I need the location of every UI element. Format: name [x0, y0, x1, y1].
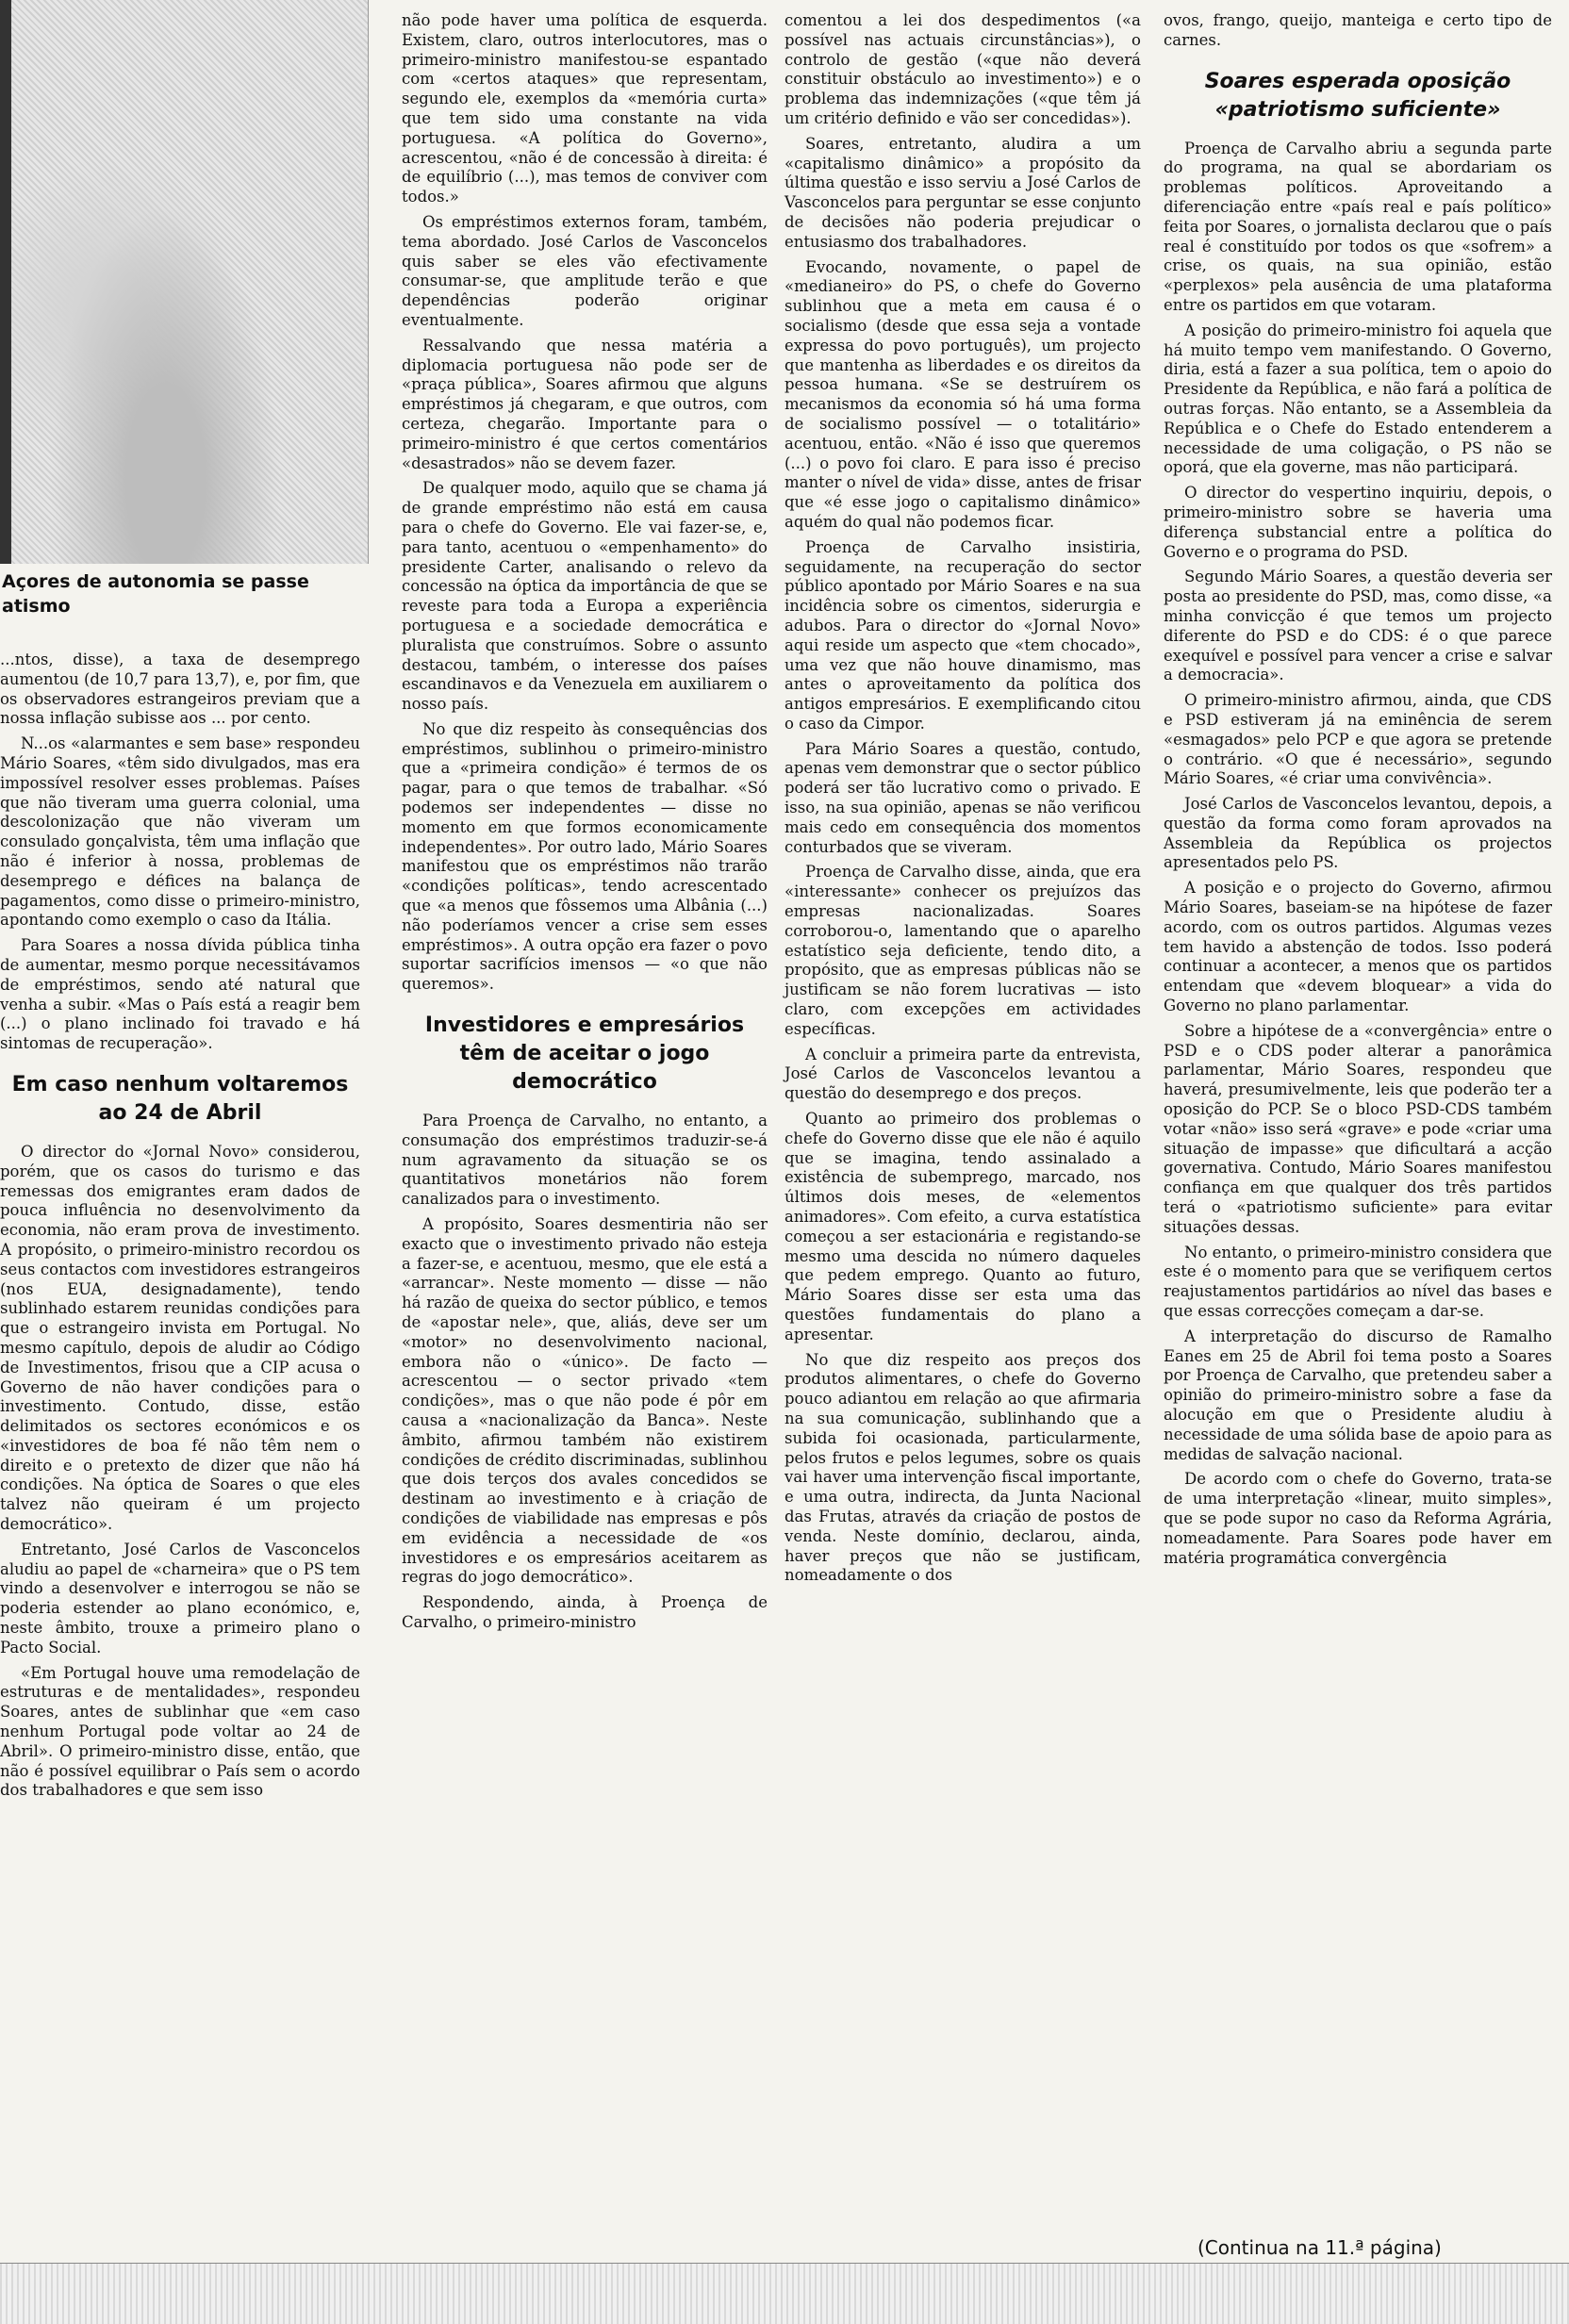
- paragraph: No que diz respeito às consequências dos empréstimos, sublinhou o primeiro-ministro que a «primeira condição» é termos de os pagar, para o que temos de trabalhar. «Só podemos ser independentes — disse no momento em que formos economicamente independentes». Por outro lado, Mário Soares manifestou que os empréstimos não trarão «condições políticas», tendo acrescentado que «a menos que fôssemos uma Albânia (...) não poderíamos vencer a crise sem esses empréstimos». A outra opção era fazer o povo suportar sacrifícios imensos — «o que não queremos».: [402, 719, 768, 994]
- news-photo: [0, 0, 369, 564]
- paragraph: Entretanto, José Carlos de Vasconcelos aludiu ao papel de «charneira» que o PS tem vindo a desenvolver e interrogou se não se poderia estender ao plano económico, e, neste âmbito, trouxe a primeiro plano o Pacto Social.: [0, 1540, 360, 1656]
- paragraph: Evocando, novamente, o papel de «medianeiro» do PS, o chefe do Governo sublinhou que a meta em causa é o socialismo (desde que essa seja a vontade expressa do povo português), um projecto que mantenha as liberdades e os direitos da pessoa humana. «Se se destruírem os mecanismos da economia só há uma forma de socialismo possível — o totalitário» acentuou, então. «Não é isso que queremos (...) o povo foi claro. E para isso é preciso manter o nível de vida» disse, antes de frisar que «é esse jogo o capitalismo dinâmico» aquém do qual não podemos ficar.: [784, 257, 1141, 531]
- paragraph: A posição do primeiro-ministro foi aquela que há muito tempo vem manifestando. O Governo, diria, está a fazer a sua política, tem o apoio do Presidente da República, e não fará a política de outras forças. Não entanto, se a Assembleia da República e o Chefe do Estado entenderem a necessidade de uma coligação, o PS não se oporá, que ela governe, mas não participará.: [1164, 321, 1552, 477]
- caption-line-2: atismo: [2, 596, 71, 617]
- paragraph: José Carlos de Vasconcelos levantou, depois, a questão da forma como foram aprovados na Assembleia da República os projectos apresentados pelo PS.: [1164, 795, 1552, 872]
- paragraph: N...os «alarmantes e sem base» respondeu Mário Soares, «têm sido divulgados, mas era impossível resolver esses problemas. Países que não tiveram uma guerra colonial, uma descolonização que não viveram um consulado gonçalvista, têm uma inflação que não é inferior à nossa, problemas de desemprego e défices na balança de pagamentos, como disse o primeiro-ministro, apontando como exemplo o caso da Itália.: [0, 734, 360, 930]
- paragraph: Segundo Mário Soares, a questão deveria ser posta ao presidente do PSD, mas, como disse, «a minha convicção é que temos um projecto diferente do PSD e do CDS: é o que parece exequível e possível para vencer a crise e salvar a democracia».: [1164, 568, 1552, 684]
- subheading-investidores: Investidores e empresários têm de aceitar o jogo democrático: [424, 1014, 745, 1095]
- paragraph: No entanto, o primeiro-ministro considera que este é o momento para que se verifiquem certos reajustamentos partidários ao nível das bases e que essas correcções começam a dar-se.: [1164, 1243, 1552, 1321]
- paragraph: ...ntos, disse), a taxa de desemprego aumentou (de 10,7 para 13,7), e, por fim, que os observadores estrangeiros previam que a nossa inflação subisse aos ... por cento.: [0, 651, 360, 728]
- paragraph: Proença de Carvalho insistiria, seguidamente, na recuperação do sector público apontado por Mário Soares e na sua incidência sobre os cimentos, siderurgia e adubos. Para o director do «Jornal Novo» aqui reside um aspecto que «tem chocado», uma vez que não houve dinamismo, mas antes o aproveitamento da política dos antigos empresários. E exemplificando citou o caso da Cimpor.: [784, 537, 1141, 733]
- subheading-24-abril: Em caso nenhum voltaremos ao 24 de Abril: [11, 1072, 349, 1125]
- paragraph: De acordo com o chefe do Governo, trata-se de uma interpretação «linear, muito simples», que se pode supor no caso da Reforma Agrária, nomeadamente. Para Soares pode haver em matéria programática convergência: [1164, 1470, 1552, 1567]
- paragraph: ovos, frango, queijo, manteiga e certo tipo de carnes.: [1164, 11, 1552, 49]
- continued-note: (Continua na 11.ª página): [1197, 2236, 1442, 2259]
- column-3: [784, 11, 1141, 1591]
- paragraph: Para Proença de Carvalho, no entanto, a consumação dos empréstimos traduzir-se-á num agravamento da situação se os quantitativos monetários não forem canalizados para o investimento.: [402, 1112, 768, 1209]
- caption-line-1: Açores de autonomia se passe: [2, 571, 309, 592]
- subheading-patriotismo: Soares esperada oposição «patriotismo suficiente»: [1204, 69, 1511, 122]
- paragraph: Os empréstimos externos foram, também, tema abordado. José Carlos de Vasconcelos quis saber se eles vão efectivamente consumar-se, que amplitude terão e que dependências poderão originar eventualmente.: [402, 212, 768, 329]
- paragraph: Para Mário Soares a questão, contudo, apenas vem demonstrar que o sector público poderá ser tão lucrativo como o privado. E isso, na sua opinião, apenas se não verificou mais cedo em consequência dos momentos conturbados que se viveram.: [784, 739, 1141, 856]
- paragraph: Ressalvando que nessa matéria a diplomacia portuguesa não pode ser de «praça pública», Soares afirmou que alguns empréstimos já chegaram, e que outros, com certeza, chegarão. Importante para o primeiro-ministro é que certos comentários «desastrados» não se devem fazer.: [402, 336, 768, 472]
- paragraph: Para Soares a nossa dívida pública tinha de aumentar, mesmo porque necessitávamos de empréstimos, sendo até natural que venha a subir. «Mas o País está a reagir bem (...) o plano inclinado foi travado e há sintomas de recuperação».: [0, 936, 360, 1053]
- paragraph: O director do «Jornal Novo» considerou, porém, que os casos do turismo e das remessas dos emigrantes eram dados de pouca influência no desenvolvimento da economia, não eram prova de investimento. A propósito, o primeiro-ministro recordou os seus contactos com investidores estrangeiros (nos EUA, designadamente), tendo sublinhado estarem reunidas condições para que o estrangeiro invista em Portugal. No mesmo capítulo, depois de aludir ao Código de Investimentos, frisou que a CIP acusa o Governo de não haver condições para o investimento. Contudo, disse, estão delimitados os sectores económicos e os «investidores de boa fé não têm nem o direito e o pretexto de dizer que não há condições. Na óptica de Soares o que eles talvez não queiram é um projecto democrático».: [0, 1142, 360, 1534]
- paragraph: Proença de Carvalho disse, ainda, que era «interessante» conhecer os prejuízos das empresas nacionalizadas. Soares corroborou-o, lamentando que o aparelho estatístico seja deficiente, tendo dito, a propósito, que as empresas públicas não se justificam se não forem lucrativas — isto claro, com excepções em actividades específicas.: [784, 863, 1141, 1038]
- paragraph: A concluir a primeira parte da entrevista, José Carlos de Vasconcelos levantou a questão do desemprego e dos preços.: [784, 1045, 1141, 1103]
- paragraph: Soares, entretanto, aludira a um «capitalismo dinâmico» a propósito da última questão e isso serviu a José Carlos de Vasconcelos para perguntar se esse conjunto de decisões não poderia prejudicar o entusiasmo dos trabalhadores.: [784, 134, 1141, 251]
- paragraph: Quanto ao primeiro dos problemas o chefe do Governo disse que ele não é aquilo que se imagina, tendo assinalado a existência de subemprego, marcado, nos últimos dois meses, de «elementos animadores». Com efeito, a curva estatística começou a ser estacionária e registando-se mesmo uma descida no número daqueles que pedem emprego. Quanto ao futuro, Mário Soares disse ser esta uma das questões fundamentais do plano a apresentar.: [784, 1110, 1141, 1343]
- paragraph: O director do vespertino inquiriu, depois, o primeiro-ministro sobre se haveria uma diferença substancial entre a política do Governo e o programa do PSD.: [1164, 484, 1552, 561]
- paragraph: Proença de Carvalho abriu a segunda parte do programa, na qual se abordariam os problemas políticos. Aproveitando a diferenciação entre «país real e país político» feita por Soares, o jornalista declarou que o país real é constituído por todos os que «sofrem» a crise, os quais, na sua opinião, estão «perplexos» pela ausência de uma plataforma entre os partidos em que votaram.: [1164, 139, 1552, 314]
- paragraph: comentou a lei dos despedimentos («a possível nas actuais circunstâncias»), o controlo de gestão («que não deverá constituir obstáculo ao investimento») e o problema das indemnizações («que têm já um critério definido e vão ser concedidas»).: [784, 11, 1141, 127]
- paragraph: Respondendo, ainda, à Proença de Carvalho, o primeiro-ministro: [402, 1593, 768, 1631]
- paragraph: Sobre a hipótese de a «convergência» entre o PSD e o CDS poder alterar a panorâmica parlamentar, Mário Soares, respondeu que haverá, presumivelmente, leis que poderão ter a oposição do PCP. Se o bloco PSD-CDS também votar «não» isso será «grave» e pode «criar uma situação de impasse» que dificultará a acção governativa. Contudo, Mário Soares manifestou confiança em que qualquer dos três partidos terá o «patriotismo suficiente» para evitar situações dessas.: [1164, 1021, 1552, 1236]
- page-bottom-strip: [0, 2263, 1569, 2324]
- paragraph: No que diz respeito aos preços dos produtos alimentares, o chefe do Governo pouco adiantou em relação ao que afirmaria na sua comunicação, sublinhando que a subida foi ocasionada, particularmente, pelos frutos e pelos legumes, sobre os quais vai haver uma intervenção fiscal importante, e uma outra, indirecta, da Junta Nacional das Frutas, através da criação de postos de venda. Neste domínio, declarou, ainda, haver preços que não se justificam, nomeadamente o dos: [784, 1350, 1141, 1585]
- paragraph: A posição e o projecto do Governo, afirmou Mário Soares, baseiam-se na hipótese de fazer acordo, com os outros partidos. Algumas vezes tem havido a abstenção de todos. Isso poderá continuar a acontecer, a menos que os partidos entendam que «devem bloquear» a vida do Governo no plano parlamentar.: [1164, 879, 1552, 1015]
- photo-caption: [2, 569, 360, 618]
- paragraph: O primeiro-ministro afirmou, ainda, que CDS e PSD estiveram já na eminência de serem «esmagados» pelo PCP e que agora se pretende o contrário. «O que é necessário», segundo Mário Soares, «é criar uma convivência».: [1164, 691, 1552, 788]
- column-2: [402, 11, 768, 1639]
- paragraph: não pode haver uma política de esquerda. Existem, claro, outros interlocutores, mas o primeiro-ministro manifestou-se espantado com «certos ataques» que representam, segundo ele, exemplos da «memória curta» que tem sido uma constante na vida portuguesa. «A política do Governo», acrescentou, «não é de concessão à direita: é de equilíbrio (...), mas temos de conviver com todos.»: [402, 11, 768, 206]
- paragraph: A propósito, Soares desmentiria não ser exacto que o investimento privado não esteja a fazer-se, e acentuou, mesmo, que ele está a «arrancar». Neste momento — disse — não há razão de queixa do sector público, e temos de «apostar nele», que, aliás, deve ser um «motor» no desenvolvimento nacional, embora não o «único». De facto — acrescentou — o sector privado «tem condições», mas o que não pode é pôr em causa a «nacionalização da Banca». Neste âmbito, afirmou também não existirem condições de crédito discriminadas, sublinhou que dois terços dos avales concedidos se destinam ao investimento e à criação de condições de viabilidade nas empresas e pôs em evidência a necessidade de «os investidores e os empresários aceitarem as regras do jogo democrático».: [402, 1215, 768, 1587]
- paragraph: A interpretação do discurso de Ramalho Eanes em 25 de Abril foi tema posto a Soares por Proença de Carvalho, que pretendeu saber a opinião do primeiro-ministro sobre a fase da alocução em que o Presidente aludiu à necessidade de uma sólida base de apoio para as medidas de salvação nacional.: [1164, 1327, 1552, 1463]
- photo-edge: [0, 0, 11, 564]
- column-4: [1164, 11, 1552, 1574]
- paragraph: «Em Portugal houve uma remodelação de estruturas e de mentalidades», respondeu Soares, antes de sublinhar que «em caso nenhum Portugal pode voltar ao 24 de Abril». O primeiro-ministro disse, então, que não é possível equilibrar o País sem o acordo dos trabalhadores e que sem isso: [0, 1663, 360, 1800]
- paragraph: De qualquer modo, aquilo que se chama já de grande empréstimo não está em causa para o chefe do Governo. Ele vai fazer-se, e, para tanto, acentuou o «empenhamento» do presidente Carter, analisando o relevo da concessão na óptica da importância de que se reveste para toda a Europa a experiência portuguesa e a sociedade democrática e pluralista que construímos. Sobre o assunto destacou, também, o interesse dos países escandinavos e da Venezuela em auxiliarem o nosso país.: [402, 479, 768, 714]
- column-1: [0, 651, 360, 1806]
